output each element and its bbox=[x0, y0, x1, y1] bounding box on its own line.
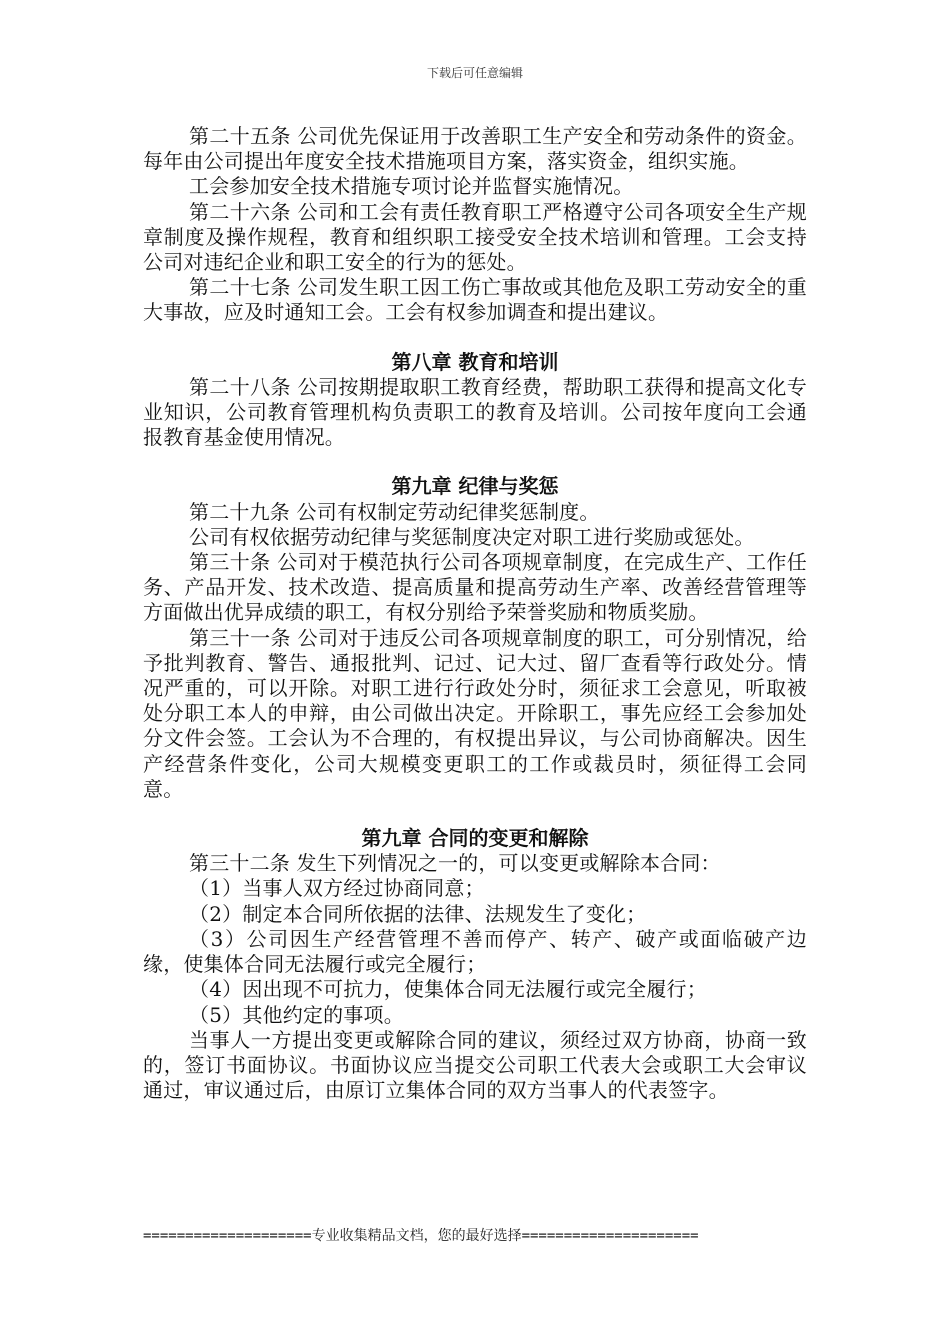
article-paragraph: 第三十条 公司对于模范执行公司各项规章制度，在完成生产、工作任务、产品开发、技术改造、提高质量和提高劳动生产率、改善经营管理等方面做出优异成绩的职工，有权分别给予荣誉奖励和物质奖励。 bbox=[143, 550, 807, 625]
page-footer: ====================专业收集精品文档，您的最好选择===================== bbox=[143, 1228, 699, 1244]
article-paragraph: 当事人一方提出变更或解除合同的建议，须经过双方协商，协商一致的，签订书面协议。书面协议应当提交公司职工代表大会或职工大会审议通过，审议通过后，由原订立集体合同的双方当事人的代表签字。 bbox=[143, 1027, 807, 1103]
article-paragraph: 第二十七条 公司发生职工因工伤亡事故或其他危及职工劳动安全的重大事故，应及时通知工会。工会有权参加调查和提出建议。 bbox=[143, 275, 807, 325]
section-gap bbox=[143, 802, 807, 826]
article-paragraph: （4）因出现不可抗力，使集体合同无法履行或完全履行； bbox=[189, 977, 707, 1002]
article-paragraph: 公司有权依据劳动纪律与奖惩制度决定对职工进行奖励或惩处。 bbox=[189, 524, 755, 549]
chapter-heading: 第九章 合同的变更和解除 bbox=[361, 826, 589, 851]
chapter-heading: 第九章 纪律与奖惩 bbox=[391, 474, 559, 499]
article-paragraph: 第二十五条 公司优先保证用于改善职工生产安全和劳动条件的资金。每年由公司提出年度安全技术措施项目方案，落实资金，组织实施。 bbox=[143, 124, 807, 174]
document-body bbox=[143, 124, 807, 1103]
page-header-note: 下载后可任意编辑 bbox=[426, 66, 523, 80]
article-paragraph: 第三十一条 公司对于违反公司各项规章制度的职工，可分别情况，给予批判教育、警告、通报批判、记过、记大过、留厂查看等行政处分。情况严重的，可以开除。对职工进行行政处分时，须征求工会意见，听取被处分职工本人的申辩，由公司做出决定。开除职工，事先应经工会参加处分文件会签。工会认为不合理的，有权提出异议，与公司协商解决。因生产经营条件变化，公司大规模变更职工的工作或裁员时，须征得工会同意。 bbox=[143, 625, 807, 801]
section-gap bbox=[143, 450, 807, 474]
article-paragraph: 第二十九条 公司有权制定劳动纪律奖惩制度。 bbox=[189, 499, 600, 524]
section-gap bbox=[143, 326, 807, 350]
article-paragraph: （2）制定本合同所依据的法律、法规发生了变化； bbox=[189, 901, 647, 926]
chapter-heading: 第八章 教育和培训 bbox=[391, 349, 559, 374]
article-paragraph: 第三十二条 发生下列情况之一的，可以变更或解除本合同： bbox=[189, 851, 721, 876]
article-paragraph: 工会参加安全技术措施专项讨论并监督实施情况。 bbox=[189, 174, 634, 199]
article-paragraph: （1）当事人双方经过协商同意； bbox=[189, 876, 485, 901]
article-paragraph: 第二十八条 公司按期提取职工教育经费，帮助职工获得和提高文化专业知识，公司教育管理机构负责职工的教育及培训。公司按年度向工会通报教育基金使用情况。 bbox=[143, 374, 807, 450]
article-paragraph: （5）其他约定的事项。 bbox=[189, 1002, 404, 1027]
article-paragraph: 第二十六条 公司和工会有责任教育职工严格遵守公司各项安全生产规章制度及操作规程，教育和组织职工接受安全技术培训和管理。工会支持公司对违纪企业和职工安全的行为的惩处。 bbox=[143, 199, 807, 275]
article-paragraph: （3）公司因生产经营管理不善而停产、转产、破产或面临破产边缘，使集体合同无法履行或完全履行； bbox=[143, 926, 807, 977]
